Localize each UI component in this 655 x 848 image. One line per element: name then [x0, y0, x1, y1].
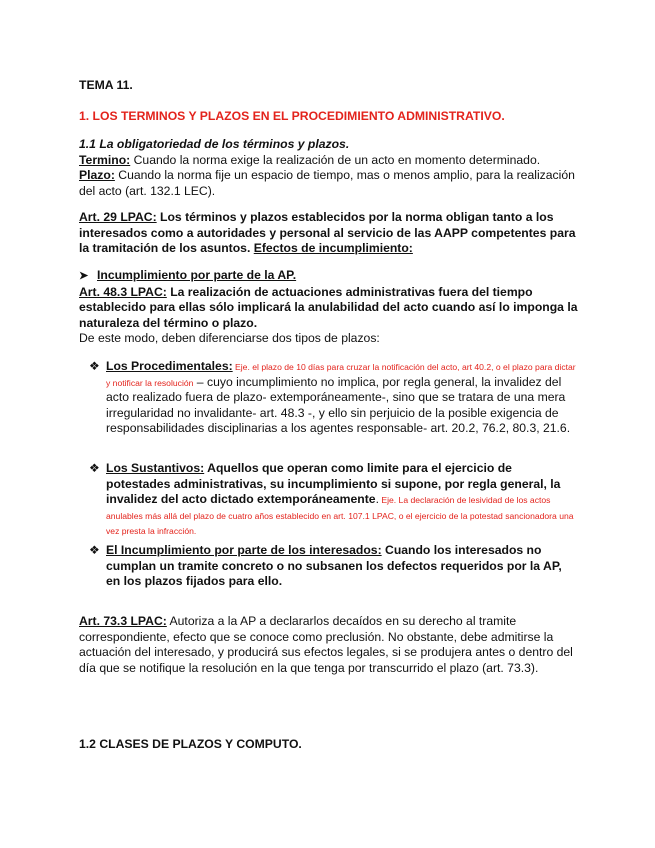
art-73-label: Art. 73.3 LPAC: [79, 614, 167, 628]
section-1-title: 1. LOS TERMINOS Y PLAZOS EN EL PROCEDIMIENTO ADMINISTRATIVO. [79, 109, 505, 123]
sustantivos-dot: . [375, 492, 379, 507]
procedimentales-label: Los Procedimentales: [106, 359, 233, 373]
bullet-interesados [89, 543, 579, 590]
art-29-text: Los términos y plazos establecidos por la norma obligan tanto a los interesados como a autoridades y personal al servicio de las AAPP competentes para la tramitación de los asuntos. [79, 210, 576, 256]
plazo-text: Cuando la norma fije un espacio de tiempo, mas o menos amplio, para la realización del acto (art. 132.1 LEC). [79, 168, 575, 198]
sustantivos-label: Los Sustantivos: [106, 461, 205, 475]
art-29-label: Art. 29 LPAC: [79, 210, 157, 224]
subsection-1-1 [79, 137, 579, 199]
termino-definition [79, 153, 579, 169]
arrow-bullet-icon: ➤ [79, 270, 89, 282]
subsection-1-1-title: 1.1 La obligatoriedad de los términos y plazos. [79, 137, 350, 151]
efectos-label: Efectos de incumplimiento: [253, 241, 413, 256]
bullet-procedimentales [89, 359, 579, 437]
tema-heading: TEMA 11. [79, 78, 133, 92]
sustantivos-example: Eje. La declaración de lesividad de los actos anulables más allá del plazo de cuatro años establecido en art. 107.1 LPAC, o el ejercicio de la potestad sancionadora una vez presta la infracción. [106, 495, 574, 537]
art-48-label: Art. 48.3 LPAC: [79, 284, 167, 299]
interesados-label: El Incumplimiento por parte de los interesados: [106, 543, 382, 557]
plazos-intro: De este modo, deben diferenciarse dos tipos de plazos: [79, 331, 380, 346]
interesados-text: Cuando los interesados no cumplan un tramite concreto o no subsanen los defectos requeridos por la AP, en los plazos fijados para ello. [106, 543, 562, 589]
art-73-text: Autoriza a la AP a declararlos decaídos en su derecho al tramite correspondiente, efecto que se conoce como preclusión. No obstante, debe admitirse la actuación del interesado, y producirá sus efectos legales, si se produjera antes o dentro del día que se notifique la resolución en la que tenga por transcurrido el plazo (art. 73.3). [79, 614, 573, 675]
procedimentales-example: Eje. el plazo de 10 días para cruzar la notificación del acto, art 40.2, o el plazo para dictar y notificar la resolución [106, 362, 576, 388]
bullet-sustantivos [89, 461, 579, 539]
diamond-bullet-icon: ❖ [89, 543, 100, 557]
diamond-bullet-icon: ❖ [89, 359, 100, 373]
art-73-paragraph [79, 614, 579, 676]
procedimentales-text: – cuyo incumplimiento no implica, por regla general, la invalidez del acto realizado fuera de plazo- extemporáneamente-, sino que se tratara de una mera irregularidad no invalidante- art. 48.3 -, y ello sin perjuicio de la posible exigencia de responsabilidades disciplinarias a los agentes responsable- art. 20.2, 76.2, 80.3, 21.6. [106, 374, 571, 436]
plazo-definition [79, 168, 579, 199]
incumplimiento-ap-heading: ➤ Incumplimiento por parte de la AP. [79, 268, 579, 285]
subsection-1-2-title: 1.2 CLASES DE PLAZOS Y COMPUTO. [79, 737, 302, 751]
diamond-bullet-icon: ❖ [89, 461, 100, 475]
art-29-paragraph [79, 210, 579, 257]
sustantivos-text: Aquellos que operan como limite para el ejercicio de potestades administrativas, su incumplimiento si supone, por regla general, la invalidez del acto dictado extemporáneamente [106, 461, 561, 507]
termino-text: Cuando la norma exige la realización de un acto en momento determinado. [130, 152, 541, 167]
incumplimiento-ap-section [79, 268, 579, 347]
plazo-label: Plazo: [79, 168, 115, 183]
art-48-paragraph [79, 285, 579, 332]
art-48-text: La realización de actuaciones administrativas fuera del tiempo establecido para ellas sólo implicará la anulabilidad del acto cuando así lo imponga la naturaleza del término o plazo. [79, 284, 578, 330]
termino-label: Termino: [79, 152, 131, 167]
